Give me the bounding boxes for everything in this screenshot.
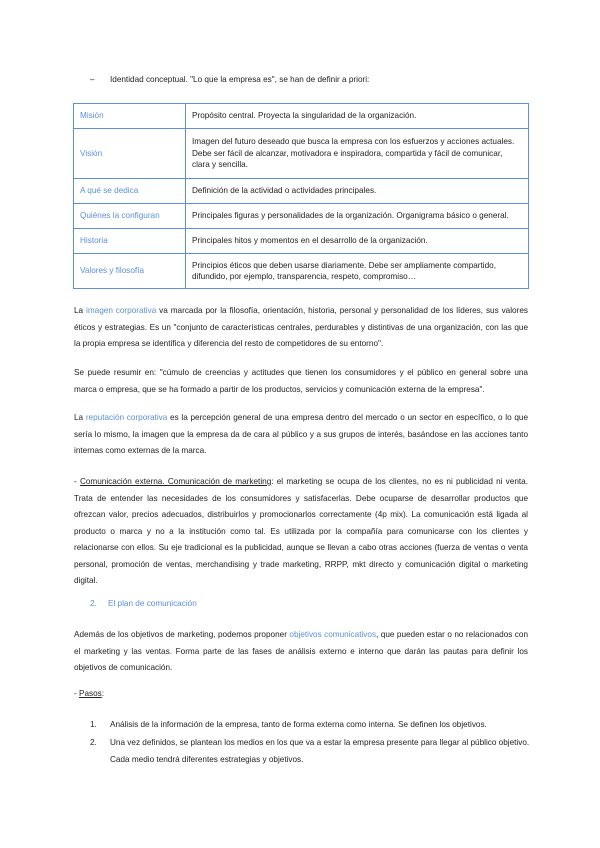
paragraph-resumen: Se puede resumir en: "cúmulo de creencias y actitudes que tienen los consumidores y el público en general sobre una marca o empresa, que se ha formado a partir de los productos, servicios y comunicación externa de la empresa". (74, 368, 528, 394)
identity-table (73, 103, 529, 289)
p3-post: es la percepción general de una empresa dentro del mercado o un sector en específico, o lo que sería lo mismo, la imagen que la empresa da de cara al público y a sus grupos de interés, basándose en las acciones tanto internas como externas de la marca. (74, 413, 528, 455)
table-value: Imagen del futuro deseado que busca la empresa con los esfuerzos y acciones actuales. Debe ser fácil de alcanzar, motivadora e inspiradora, compartida y fácil de comunicar, clara y sencilla. (186, 129, 529, 179)
p5-pre: Además de los objetivos de marketing, podemos proponer (74, 630, 290, 639)
section-title: El plan de comunicación (108, 599, 197, 608)
section-number: 2. (90, 599, 97, 608)
intro-dash: – (90, 75, 95, 84)
pasos-label (74, 686, 528, 703)
table-key: Quiénes la configuran (74, 204, 186, 229)
paragraph-comunicacion-externa (74, 474, 528, 590)
term-reputacion-corporativa: reputación corporativa (85, 413, 168, 422)
p3-pre: La (74, 413, 86, 422)
table-row (74, 254, 529, 289)
p5-post: , que pueden estar o no relacionados con el marketing y las ventas. Forma parte de las fases de análisis externo e interno que darán las pautas para definir los objetivos de comunicación. (74, 630, 529, 672)
table-value: Definición de la actividad o actividades principales. (186, 179, 529, 204)
term-comunicacion-externa: Comunicación externa. Comunicación de marketing (79, 477, 272, 486)
p4-post: : el marketing se ocupa de los clientes, no es ni publicidad ni venta. Trata de entender las necesidades de los consumidores y satisfacerlas. Debe ocuparse de desarrollar productos que ofrezcan valor, precios adecuados, distribuirlos y promocionarlos correctamente (4p mix). La comunicación está ligada al producto o marca y no a la institución como tal. Es utilizada por la compañía para comunicarse con los clientes y relacionarse con ellos. Su eje tradicional es la publicidad, aunque se llevan a cabo otras acciones (fuerza de ventas o venta personal, promoción de ventas, merchandising y trade marketing, RRPP, mkt directo y comunicación digital o marketing digital. (74, 477, 528, 585)
table-key: Valores y filosofía (74, 254, 186, 289)
table-row (74, 204, 529, 229)
intro-text: Identidad conceptual. "Lo que la empresa es", se han de definir a priori: (110, 75, 370, 84)
paragraph-objetivos (74, 627, 528, 677)
table-key: A qué se dedica (74, 179, 186, 204)
p1-post: va marcada por la filosofía, orientación, historia, personal y personalidad de los líderes, sus valores éticos y estrategias. Es un "conjunto de características centrales, perdurables y distintivas de una organización, con las que la propia empresa se identifica y diferencia del resto de competidores de su entorno". (74, 306, 528, 348)
table-key: Visión (74, 129, 186, 179)
p1-pre: La (74, 306, 87, 315)
list-text: Análisis de la información de la empresa, tanto de forma externa como interna. Se definen los objetivos. (110, 720, 487, 729)
paragraph-imagen-corporativa (74, 303, 528, 353)
pasos-post: : (101, 689, 105, 698)
table-value: Propósito central. Proyecta la singularidad de la organización. (186, 104, 529, 129)
pasos-word: Pasos (79, 689, 102, 698)
table-value: Principales figuras y personalidades de la organización. Organigrama básico o general. (186, 204, 529, 229)
section-heading (90, 599, 197, 608)
table-value: Principales hitos y momentos en el desarrollo de la organización. (186, 229, 529, 254)
table-key: Historia (74, 229, 186, 254)
table-row (74, 229, 529, 254)
table-row (74, 104, 529, 129)
list-number: 1. (90, 720, 97, 729)
table-row (74, 179, 529, 204)
table-value: Principios éticos que deben usarse diariamente. Debe ser ampliamente compartido, difundido, por ejemplo, transparencia, respeto, compromiso… (186, 254, 529, 289)
table-row (74, 129, 529, 179)
p4-pre: - (74, 477, 80, 486)
list-text: Una vez definidos, se plantean los medios en los que va a estar la empresa presente para llegar al público objetivo. Cada medio tendrá diferentes estrategias y objetivos. (110, 738, 530, 764)
pasos-pre: - (74, 689, 80, 698)
paragraph-reputacion-corporativa (74, 410, 528, 460)
table-key: Misión (74, 104, 186, 129)
term-objetivos-comunicativos: objetivos comunicativos (289, 630, 377, 639)
list-number: 2. (90, 738, 97, 747)
term-imagen-corporativa: imagen corporativa (86, 306, 157, 315)
